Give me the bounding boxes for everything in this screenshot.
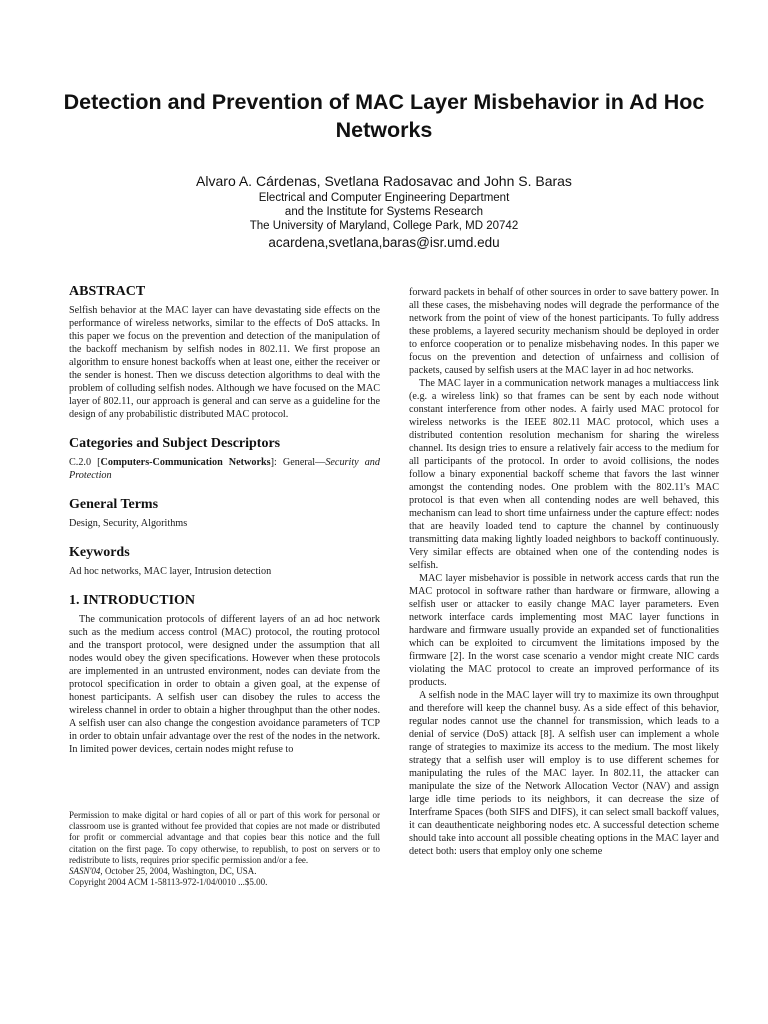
permission-footnote xyxy=(69,810,380,888)
venue-details: October 25, 2004, Washington, DC, USA. xyxy=(102,866,257,877)
paper-title: Detection and Prevention of MAC Layer Misbehavior in Ad Hoc Networks xyxy=(63,90,705,142)
right-column xyxy=(409,286,719,858)
copyright-line: Copyright 2004 ACM 1-58113-972-1/04/0010 ...$5.00. xyxy=(69,877,268,888)
author-email: acardena,svetlana,baras@isr.umd.edu xyxy=(268,235,500,250)
category-code: C.2.0 [ xyxy=(69,457,101,468)
permission-text: Permission to make digital or hard copies of all or part of this work for personal or classroom use is granted without fee provided that copies are not made or distributed for profit or commercial advantage and that copies bear this notice and the full citation on the first page. To copy otherwise, to republish, to post on servers or to redistribute to lists, requires prior specific permission and/or a fee. xyxy=(69,810,380,865)
general-terms-text: Design, Security, Algorithms xyxy=(69,518,188,529)
keywords-text: Ad hoc networks, MAC layer, Intrusion detection xyxy=(69,566,272,577)
keywords-heading: Keywords xyxy=(69,545,130,560)
category-name: Computers-Communication Networks xyxy=(100,457,271,468)
venue-line xyxy=(69,866,380,877)
body-paragraph: forward packets in behalf of other sources in order to save battery power. In all these cases, the misbehaving nodes will degrade the performance of the network from the point of view of the honest participants. To fully address these problems, a layered security mechanism should be deployed in order to enforce cooperation or to penalize misbehaving nodes. In this paper we focus on the prevention and detection of unfairness and collision of packets, caused by selfish users at the MAC layer in ad hoc networks. xyxy=(409,287,719,376)
body-paragraph: A selfish node in the MAC layer will try to maximize its own throughput and therefore will keep the channel busy. As a side effect of this behavior, regular nodes cannot use the channel for transmission, which leads to a denial of service (DoS) attack [8]. A selfish user can implement a whole range of strategies to maximize its access to the medium. The most likely strategy that a selfish user will employ is to use different schemes for manipulating the rules of the MAC layer. In 802.11, the attacker can manipulate the size of the Network Allocation Vector (NAV) and assign large idle time periods to its neighbors, it can decrease the size of Interframe Spaces (both SIFS and DIFS), it can select small backoff values, it can deauthenticate neighboring nodes etc. A successful detection scheme should take into account all possible cheating options in the MAC layer and detect both: users that employ only one scheme xyxy=(409,690,719,857)
affiliation-line: Electrical and Computer Engineering Department xyxy=(258,192,510,204)
categories-heading: Categories and Subject Descriptors xyxy=(69,436,281,451)
affiliation-line: and the Institute for Systems Research xyxy=(284,206,484,218)
general-terms-heading: General Terms xyxy=(69,497,159,512)
venue-name: SASN'04, xyxy=(69,866,103,877)
affiliation xyxy=(60,191,708,233)
abstract-text: Selfish behavior at the MAC layer can have devastating side effects on the performance of wireless networks, similar to the effects of DoS attacks. In this paper we focus on the prevention and detection of the manipulation of the backoff mechanism by selfish nodes in 802.11. We first propose an algorithm to ensure honest backoffs when at least one, either the receiver or the sender is honest. Then we discuss detection algorithms to deal with the problem of colluding selfish nodes. Although we have focused on the MAC layer of 802.11, our approach is general and can serve as a guideline for the design of any probabilistic distributed MAC protocol. xyxy=(69,305,380,420)
left-column xyxy=(69,283,380,756)
author-list: Alvaro A. Cárdenas, Svetlana Radosavac and John S. Baras xyxy=(196,173,572,189)
body-paragraph: MAC layer misbehavior is possible in network access cards that run the MAC protocol in software rather than hardware or firmware, allowing a selfish user or attacker to easily change MAC layer parameters. Even network interface cards implementing most MAC layer functions in hardware and firmware usually provide an expanded set of functionalities which can be exploited to circumvent the limitations imposed by the firmware [2]. In the worst case scenario a vendor might create NIC cards violating the MAC protocol to create an improved performance of its products. xyxy=(409,573,719,688)
abstract-heading: ABSTRACT xyxy=(69,284,146,299)
affiliation-line: The University of Maryland, College Park, MD 20742 xyxy=(249,220,519,232)
category-sub: Security and Protection xyxy=(69,457,380,481)
categories-text xyxy=(69,456,380,482)
introduction-heading: 1. INTRODUCTION xyxy=(69,593,196,608)
category-mid: ]: General— xyxy=(270,457,326,468)
body-paragraph: The MAC layer in a communication network manages a multiaccess link (e.g. a wireless link) so that frames can be sent by each node without constant interference from other nodes. A fairly used MAC protocol for wireless networks is the IEEE 802.11 MAC protocol, which uses a distributed contention resolution mechanism for sharing the wireless channel. Its design tries to ensure a relatively fair access to the medium for all participants of the protocol. In order to avoid collisions, the nodes follow a binary exponential backoff scheme that favors the last winner amongst the contending nodes. One problem with the 802.11's MAC protocol is that even when all contending nodes are well behaved, this mechanism can lead to short time unfairness under the capture effect: nodes that are heavily loaded tend to capture the channel by continuously transmitting data making lightly loaded neighbors to backoff continuously. Very similar effects are obtained when one of the contending nodes is selfish. xyxy=(409,378,719,571)
introduction-paragraph: The communication protocols of different layers of an ad hoc network such as the medium access control (MAC) protocol, the routing protocol and the transport protocol, were designed under the assumption that all nodes would obey the given specifications. However when these protocols are implemented in an untrusted environment, nodes can deviate from the protocol specification in order to obtain a given goal, at the expense of honest participants. A selfish user can disobey the rules to access the wireless channel in order to obtain a higher throughput than the other nodes. A selfish user can also change the congestion avoidance parameters of TCP in order to obtain unfair advantage over the rest of the nodes in the network. In limited power devices, certain nodes might refuse to xyxy=(69,614,380,755)
